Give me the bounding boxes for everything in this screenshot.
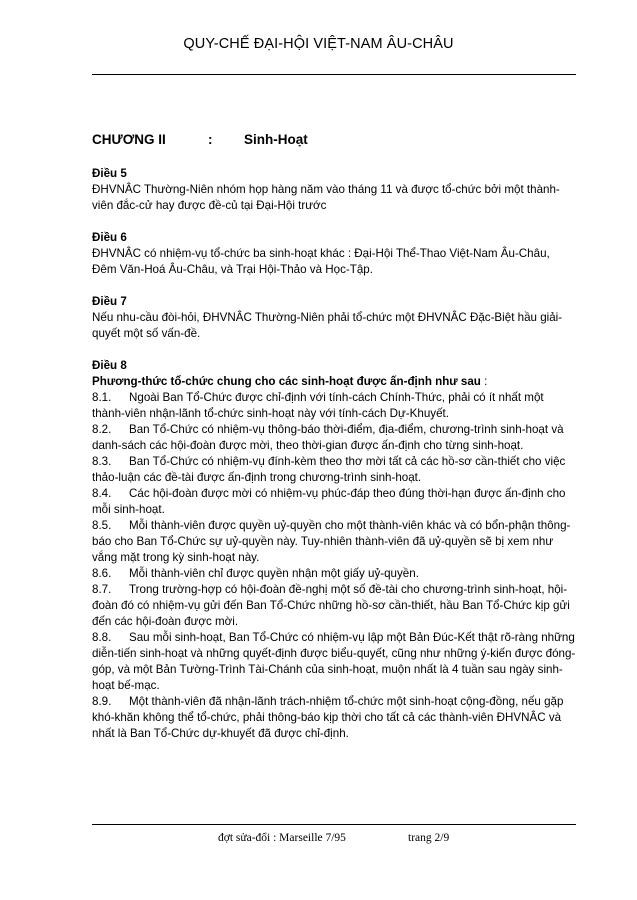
clause-text: Trong trường-hợp có hội-đoàn đề-nghị một số đề-tài cho chương-trình sinh-hoạt, hội-đoàn đó có nhiệm-vụ gửi đến Ban Tổ-Chức những hồ-sơ cần-thiết, hầu Ban Tổ-Chức kịp gửi đến các hội-đoàn được mời.	[92, 583, 570, 628]
chapter-number: CHƯƠNG II	[92, 132, 166, 147]
article-title: Điều 8	[92, 359, 127, 372]
article-title: Điều 5	[92, 167, 127, 180]
article-text: ĐHVNÂC có nhiệm-vụ tổ-chức ba sinh-hoạt khác : Đại-Hội Thể-Thao Việt-Nam Âu-Châu, Đêm Văn-Hoá Âu-Châu, và Trại Hội-Thảo và Học-Tập.	[92, 247, 550, 276]
chapter-separator: :	[208, 132, 213, 147]
clause-text: Ngoài Ban Tổ-Chức được chỉ-định với tính-cách Chính-Thức, phải có ít nhất một thành-viên nhận-lãnh tổ-chức sinh-hoạt này với tính-cách Dự-Khuyết.	[92, 391, 544, 420]
clause-number: 8.5.	[92, 519, 112, 532]
article-6	[92, 230, 576, 278]
chapter-title: Sinh-Hoạt	[244, 132, 308, 147]
article-text: ĐHVNÂC Thường-Niên nhóm họp hàng năm vào tháng 11 và được tổ-chức bởi một thành-viên đắc-cử hay được đề-củ tại Đại-Hội trước	[92, 183, 560, 212]
clause-number: 8.7.	[92, 583, 112, 596]
clause-text: Mỗi thành-viên chỉ được quyền nhận một giấy uỷ-quyền.	[129, 567, 419, 580]
footer-edit-note: đợt sửa-đổi : Marseille 7/95	[218, 832, 346, 844]
page-number: trang 2/9	[408, 832, 450, 844]
chapter-heading	[92, 132, 576, 152]
page-header: QUY-CHẾ ĐẠI-HỘI VIỆT-NAM ÂU-CHÂU	[183, 36, 454, 52]
clause-number: 8.2.	[92, 423, 112, 436]
clause-8-8	[92, 630, 576, 694]
article-text: Nếu nhu-cầu đòi-hỏi, ĐHVNÂC Thường-Niên phải tổ-chức một ĐHVNÂC Đặc-Biệt hầu giải-quyết một số vấn-đề.	[92, 311, 563, 340]
clause-text: Một thành-viên đã nhận-lãnh trách-nhiệm tổ-chức một sinh-hoạt cộng-đồng, nếu gặp khó-khăn không thể tổ-chức, phải thông-báo kịp thời cho tất cả các thành-viên ĐHVNÂC và nhất là Ban Tổ-Chức dự-khuyết đã được chỉ-định.	[92, 695, 564, 740]
clause-8-7	[92, 582, 576, 630]
clause-number: 8.4.	[92, 487, 112, 500]
clause-text: Sau mỗi sinh-hoạt, Ban Tổ-Chức có nhiệm-vụ lập một Bản Đúc-Kết thật rõ-ràng những diễn-tiến sinh-hoạt và những quyết-định được biểu-quyết, cũng như những ý-kiến được đóng-góp, và một Bản Tường-Trình Tài-Chánh của sinh-hoạt, muộn nhất là 4 tuần sau ngày sinh-hoạt bế-mạc.	[92, 631, 576, 692]
clause-number: 8.3.	[92, 455, 112, 468]
article-intro-text: Phương-thức tổ-chức chung cho các sinh-hoạt được ấn-định như sau	[92, 375, 481, 388]
clause-number: 8.1.	[92, 391, 112, 404]
clause-text: Ban Tổ-Chức có nhiệm-vụ thông-báo thời-điểm, địa-điểm, chương-trình sinh-hoạt và danh-sách các hội-đoàn được mời, theo thời-gian được ấn-định cho từng sinh-hoạt.	[92, 423, 564, 452]
clause-8-1	[92, 390, 576, 422]
article-title: Điều 6	[92, 231, 127, 244]
clause-8-2	[92, 422, 576, 454]
document-body	[92, 132, 576, 758]
clause-text: Các hội-đoàn được mời có nhiệm-vụ phúc-đáp theo đúng thời-hạn được ấn-định cho mỗi sinh-hoạt.	[92, 487, 566, 516]
article-7	[92, 294, 576, 342]
article-intro	[92, 374, 576, 390]
article-title: Điều 7	[92, 295, 127, 308]
clause-8-9	[92, 694, 576, 742]
header-divider	[92, 74, 576, 75]
footer-divider	[92, 824, 576, 825]
clause-8-3	[92, 454, 576, 486]
clause-text: Mỗi thành-viên được quyền uỷ-quyền cho một thành-viên khác và có bổn-phận thông-báo cho Ban Tổ-Chức sự uỷ-quyền này. Tuy-nhiên thành-viên đã uỷ-quyền sẽ bị xem như vắng mặt trong kỳ sinh-hoạt này.	[92, 519, 571, 564]
article-8	[92, 358, 576, 742]
article-intro-suffix: :	[480, 375, 488, 388]
clause-number: 8.8.	[92, 631, 112, 644]
clause-8-6	[92, 566, 576, 582]
clause-number: 8.6.	[92, 567, 112, 580]
article-5	[92, 166, 576, 214]
clause-8-4	[92, 486, 576, 518]
clause-number: 8.9.	[92, 695, 112, 708]
clause-text: Ban Tổ-Chức có nhiệm-vụ đính-kèm theo thơ mời tất cả các hồ-sơ cần-thiết cho việc thảo-luận các đề-tài được ấn-định trong chương-trình sinh-hoạt.	[92, 455, 566, 484]
clause-8-5	[92, 518, 576, 566]
